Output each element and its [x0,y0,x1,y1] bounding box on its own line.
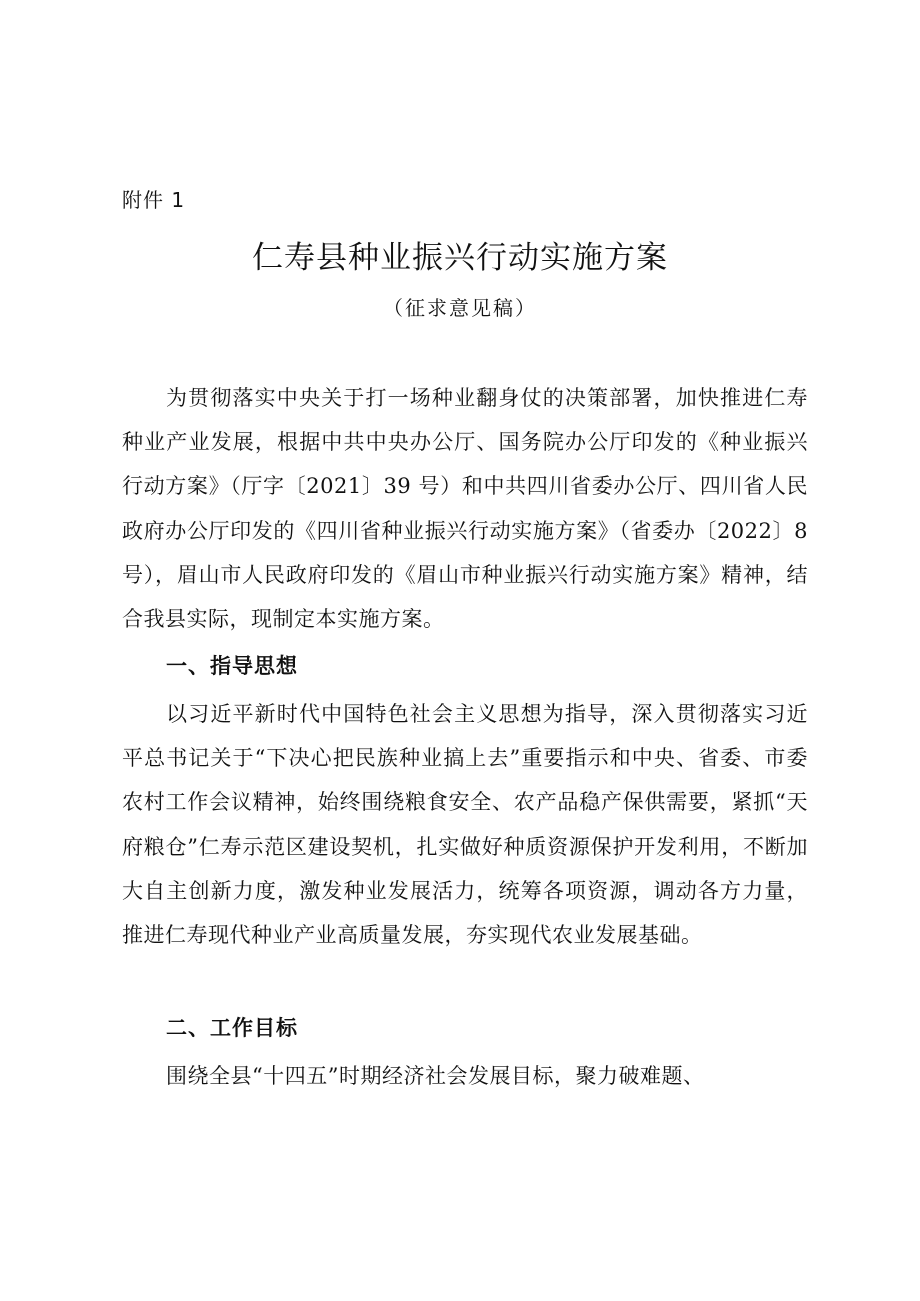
section-paragraph: 围绕全县“十四五”时期经济社会发展目标，聚力破难题、 [166,1064,705,1088]
document-title: 仁寿县种业振兴行动实施方案 [252,240,668,276]
document-subtitle: （征求意见稿） [383,296,537,320]
intro-paragraph: 为贯彻落实中央关于打一场种业翻身仗的决策部署，加快推进仁寿种业产业发展，根据中共中央办公厅、国务院办公厅印发的《种业振兴行动方案》（厅字〔2021〕39 号）和中共四川省委办公厅、四川省人民政府办公厅印发的《四川省种业振兴行动实施方案》（省委办〔2022〕8 号），眉山市人民政府印发的《眉山市种业振兴行动实施方案》精神，结合我县实际，现制定本实施方案。 [122,386,808,632]
attachment-label: 附件 1 [122,188,186,212]
section-paragraph: 以习近平新时代中国特色社会主义思想为指导，深入贯彻落实习近平总书记关于“下决心把民族种业搞上去”重要指示和中央、省委、市委农村工作会议精神，始终围绕粮食安全、农产品稳产保供需要，紧抓“天府粮仓”仁寿示范区建设契机，扎实做好种质资源保护开发利用，不断加大自主创新力度，激发种业发展活力，统筹各项资源，调动各方力量，推进仁寿现代种业产业高质量发展，夯实现代农业发展基础。 [122,702,808,948]
section-heading: 二、工作目标 [166,1016,298,1040]
section-heading: 一、指导思想 [166,654,298,678]
